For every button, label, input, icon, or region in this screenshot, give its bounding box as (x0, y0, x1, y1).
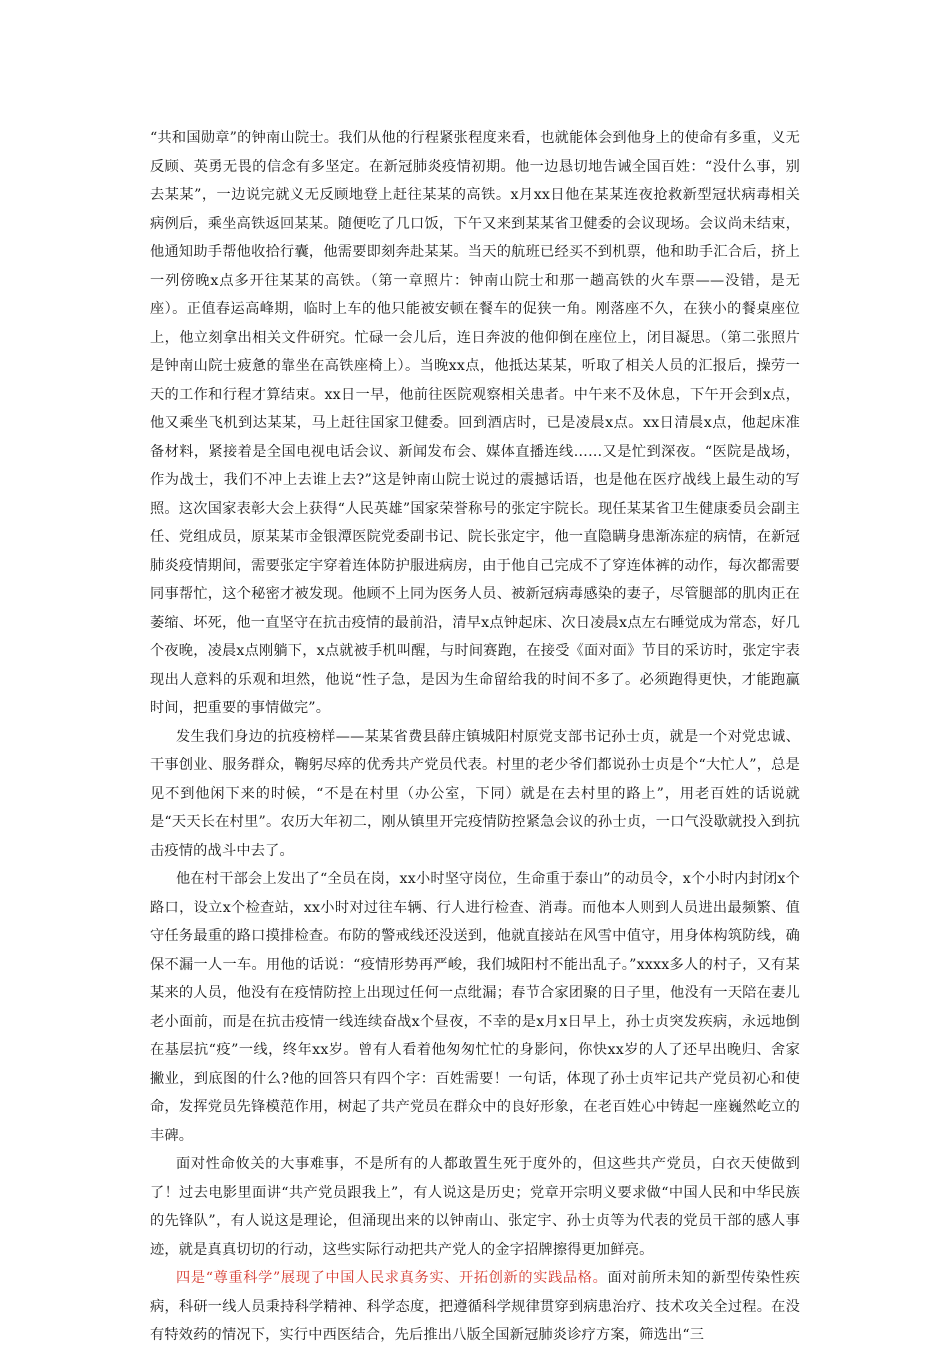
paragraph-party-members: 面对性命攸关的大事难事，不是所有的人都敢置生死于度外的，但这些共产党员，白衣天使做到了！过去电影里面讲“共产党员跟我上”，有人说这是历史；党章开宗明义要求做“中国人民和中华民族的先锋队”，有人说这是理论，但涌现出来的以钟南山、张定宇、孙士贞等为代表的党员干部的感人事迹，就是真真切切的行动，这些实际行动把共产党人的金字招牌擦得更加鲜亮。 (150, 1156, 800, 1258)
paragraph-respect-science-body: 面对前所未知的新型传染性疾病，科研一线人员秉持科学精神、科学态度，把遵循科学规律贯穿到病患治疗、技术攻关全过程。在没有特效药的情况下，实行中西医结合，先后推出八版全国新冠肺炎诊疗方案，筛选出“三 (150, 1270, 800, 1343)
section-heading-respect-science: 四是“尊重科学”展现了中国人民求真务实、开拓创新的实践品格。 (176, 1270, 608, 1286)
paragraph-sun-shizhen-deeds: 他在村干部会上发出了“全员在岗，xx小时坚守岗位，生命重于泰山”的动员令，x个小时内封闭x个路口，设立x个检查站，xx小时对过往车辆、行人进行检查、消毒。而他本人则到人员进出最频繁、值守任务最重的路口摸排检查。布防的警戒线还没送到，他就直接站在风雪中值守，用身体构筑防线，确保不漏一人一车。用他的话说：“疫情形势再严峻，我们城阳村不能出乱子。”xxxx多人的村子，又有某某来的人员，他没有在疫情防控上出现过任何一点纰漏；春节合家团聚的日子里，他没有一天陪在妻儿老小面前，而是在抗击疫情一线连续奋战x个昼夜，不幸的是x月x日早上，孙士贞突发疾病，永远地倒在基层抗“疫”一线，终年xx岁。曾有人看着他匆匆忙忙的身影问，你快xx岁的人了还早出晚归、舍家撇业，到底图的什么?他的回答只有四个字：百姓需要！一句话，体现了孙士贞牢记共产党员初心和使命，发挥党员先锋模范作用，树起了共产党员在群众中的良好形象，在老百姓心中铸起一座巍然屹立的丰碑。 (150, 871, 800, 1144)
paragraph-zhong-nanshan: “共和国勋章”的钟南山院士。我们从他的行程紧张程度来看，也就能体会到他身上的使命有多重，义无反顾、英勇无畏的信念有多坚定。在新冠肺炎疫情初期。他一边恳切地告诫全国百姓：“没什么事，别去某某”，一边说完就义无反顾地登上赶往某某的高铁。x月xx日他在某某连夜抢救新型冠状病毒相关病例后，乘坐高铁返回某某。随便吃了几口饭，下午又来到某某省卫健委的会议现场。会议尚未结束，他通知助手帮他收拾行囊，他需要即刻奔赴某某。当天的航班已经买不到机票，他和助手汇合后，挤上一列傍晚x点多开往某某的高铁。（第一章照片：钟南山院士和那一趟高铁的火车票——没错，是无座）。正值春运高峰期，临时上车的他只能被安顿在餐车的促狭一角。刚落座不久，在狭小的餐桌座位上，他立刻拿出相关文件研究。忙碌一会儿后，连日奔波的他仰倒在座位上，闭目凝思。（第二张照片是钟南山院士疲惫的靠坐在高铁座椅上）。当晚xx点，他抵达某某，听取了相关人员的汇报后，操劳一天的工作和行程才算结束。xx日一早，他前往医院观察相关患者。中午来不及休息，下午开会到x点，他又乘坐飞机到达某某，马上赶往国家卫健委。回到酒店时，已是凌晨x点。xx日清晨x点，他起床准备材料，紧接着是全国电视电话会议、新闻发布会、媒体直播连线……又是忙到深夜。“医院是战场，作为战士，我们不冲上去谁上去?”这是钟南山院士说过的震撼话语，也是他在医疗战线上最生动的写照。这次国家表彰大会上获得“人民英雄”国家荣誉称号的张定宇院长。现任某某省卫生健康委员会副主任、党组成员，原某某市金银潭医院党委副书记、院长张定宇，他一直隐瞒身患渐冻症的病情，在新冠肺炎疫情期间，需要张定宇穿着连体防护服进病房，由于他自己完成不了穿连体裤的动作，每次都需要同事帮忙，这个秘密才被发现。他顾不上同为医务人员、被新冠病毒感染的妻子，尽管腿部的肌肉正在萎缩、坏死，他一直坚守在抗击疫情的最前沿，清早x点钟起床、次日凌晨x点左右睡觉成为常态，好几个夜晚，凌晨x点刚躺下，x点就被手机叫醒，与时间赛跑，在接受《面对面》节目的采访时，张定宇表现出人意料的乐观和坦然，他说“性子急，是因为生命留给我的时间不多了。必须跑得更快，才能跑赢时间，把重要的事情做完”。 (150, 130, 800, 716)
paragraph-sun-shizhen-intro: 发生我们身边的抗疫榜样——某某省费县薛庄镇城阳村原党支部书记孙士贞，就是一个对党忠诚、干事创业、服务群众，鞠躬尽瘁的优秀共产党员代表。村里的老少爷们都说孙士贞是个“大忙人”，总是见不到他闲下来的时候，“不是在村里（办公室，下同）就是在去村里的路上”，用老百姓的话说就是“天天长在村里”。农历大年初二，刚从镇里开完疫情防控紧急会议的孙士贞，一口气没歇就投入到抗击疫情的战斗中去了。 (150, 728, 800, 859)
document-page (150, 124, 800, 1350)
paragraph-respect-science (150, 1264, 800, 1350)
